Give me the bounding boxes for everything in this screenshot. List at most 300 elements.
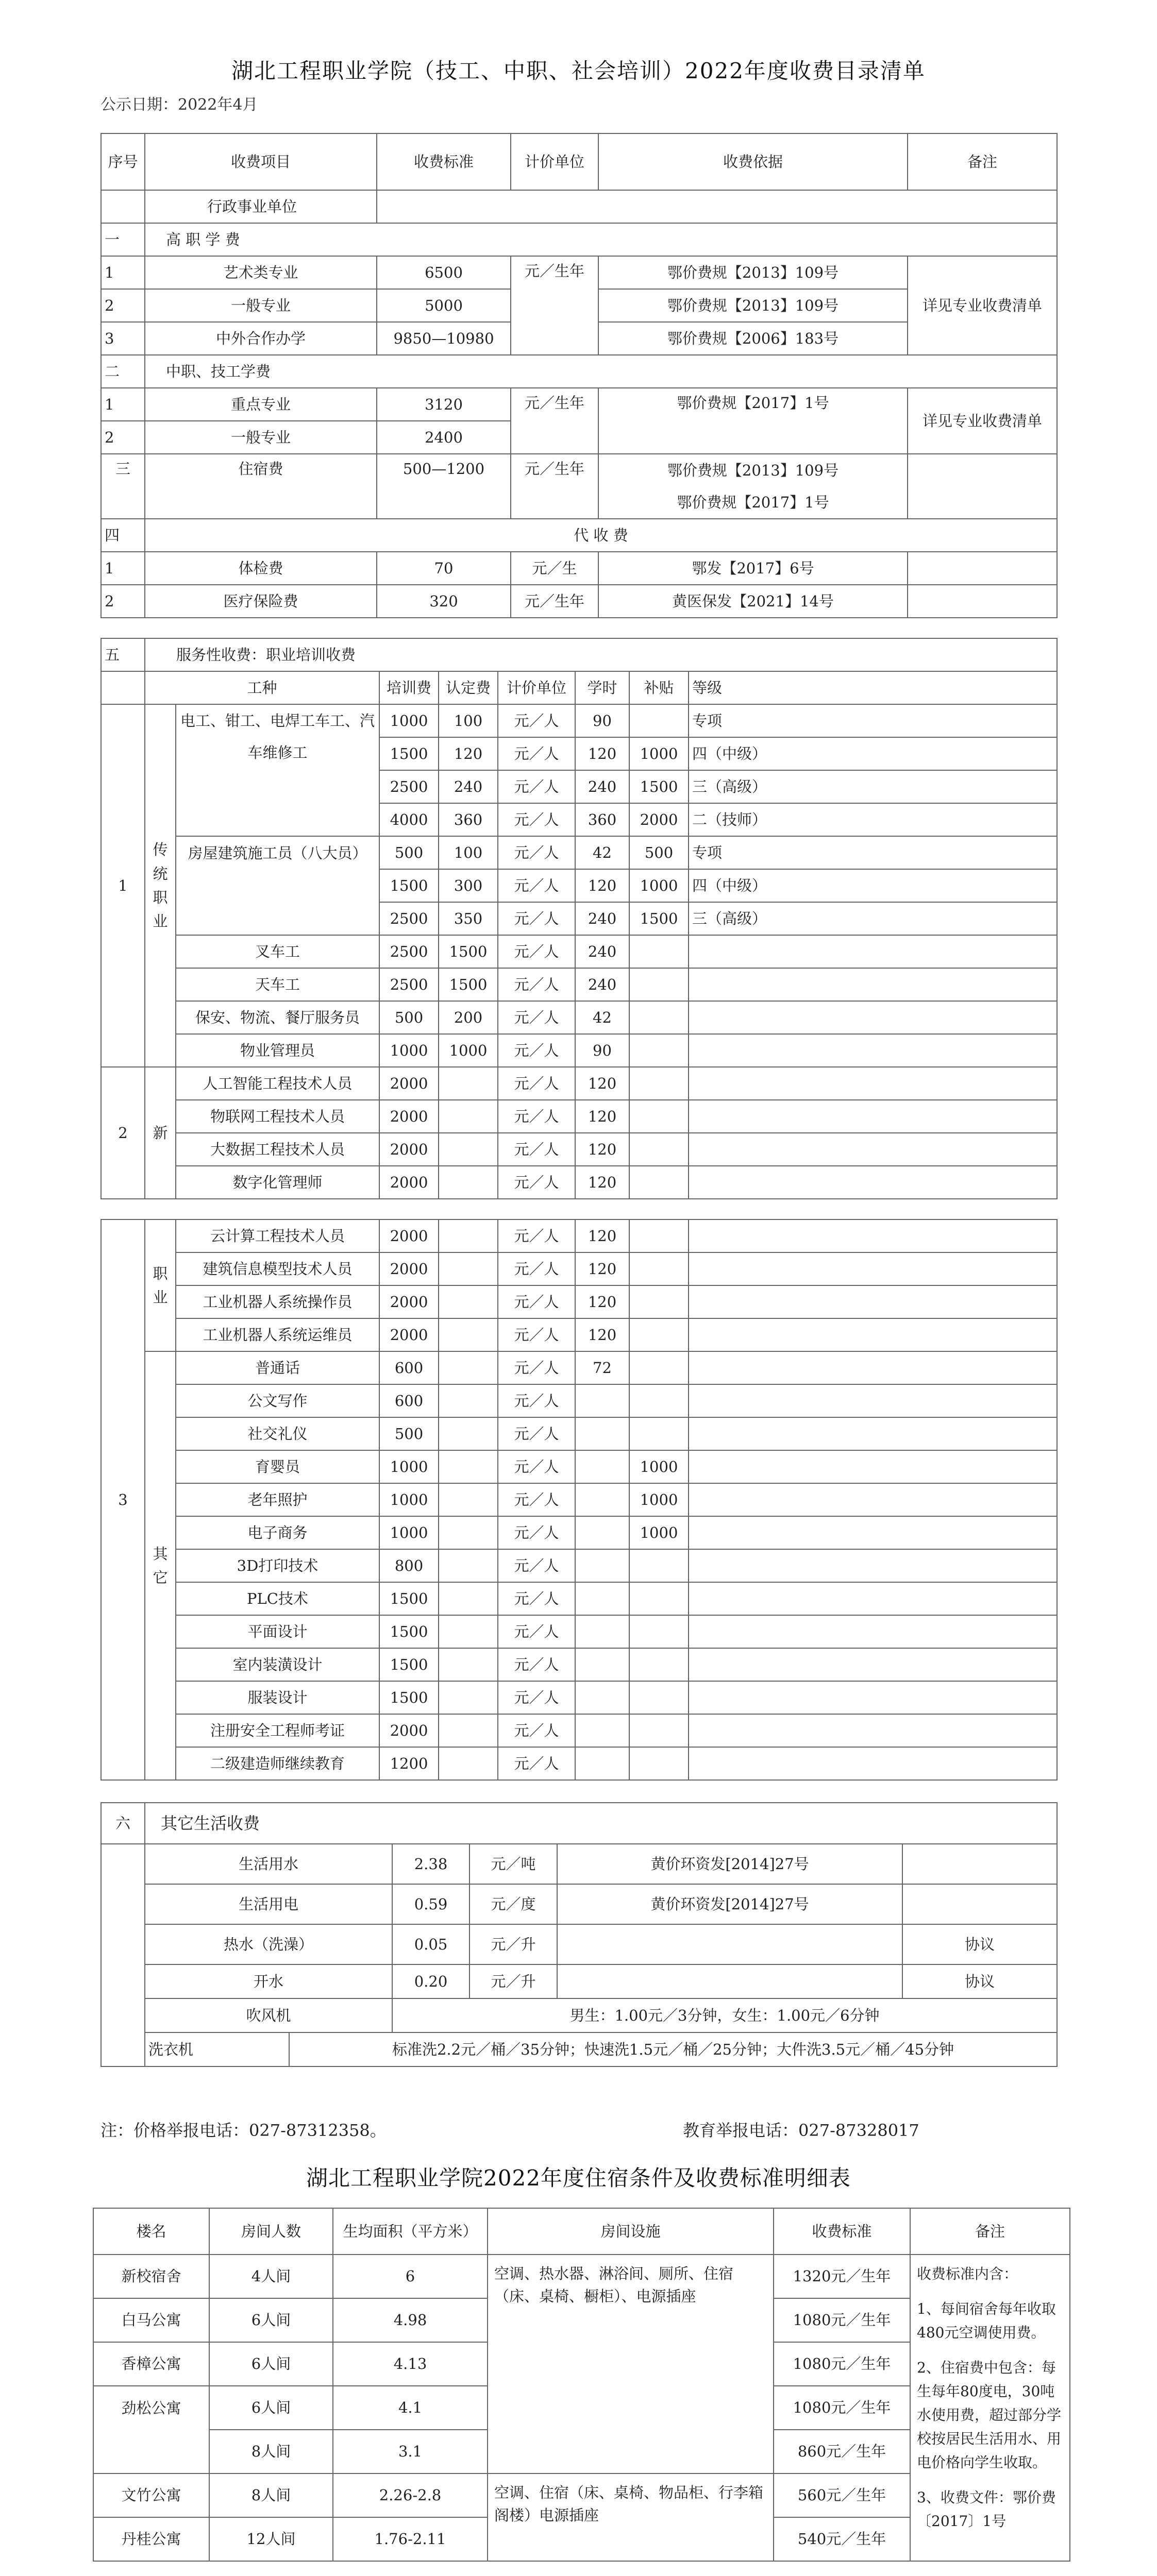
empty-cell <box>439 1582 498 1615</box>
empty-cell <box>101 671 145 704</box>
job-type: 工业机器人系统运维员 <box>176 1318 379 1351</box>
table-row <box>101 1285 1057 1318</box>
section-row <box>101 355 1057 388</box>
empty-cell <box>689 1582 1057 1615</box>
hours: 120 <box>575 737 629 770</box>
fee-basis: 鄂价费规【2013】109号 <box>598 289 908 322</box>
pricing-unit: 元／人 <box>498 1285 575 1318</box>
cert-fee: 350 <box>439 902 498 935</box>
subsidy <box>629 704 689 737</box>
pricing-unit: 元／生年 <box>511 256 598 355</box>
table-row <box>101 1384 1057 1417</box>
empty-cell <box>689 1450 1057 1483</box>
fee-item: 体检费 <box>145 552 377 585</box>
empty-cell <box>629 1318 689 1351</box>
cert-fee: 240 <box>439 770 498 803</box>
level: 四（中级） <box>689 869 1057 902</box>
level: 专项 <box>689 836 1057 869</box>
subsidy <box>629 1747 689 1780</box>
job-type: 物联网工程技术人员 <box>176 1100 379 1133</box>
job-type: 平面设计 <box>176 1615 379 1648</box>
hours <box>575 1648 629 1681</box>
cert-fee: 100 <box>439 704 498 737</box>
room-facilities: 空调、住宿（床、桌椅、物品柜、行李箱阁楼）电源插座 <box>488 2473 774 2561</box>
pricing-unit: 元／人 <box>498 1648 575 1681</box>
job-type: 注册安全工程师考证 <box>176 1714 379 1747</box>
pricing-unit: 元／人 <box>498 1034 575 1067</box>
training-fee: 1500 <box>379 869 439 902</box>
job-type: 建筑信息模型技术人员 <box>176 1252 379 1285</box>
training-fee: 2000 <box>379 1067 439 1100</box>
empty-cell <box>629 1034 689 1067</box>
fee-item: 住宿费 <box>145 454 377 519</box>
room-capacity: 12人间 <box>209 2517 333 2561</box>
training-fee: 4000 <box>379 803 439 836</box>
header-cell: 补贴 <box>629 671 689 704</box>
level: 专项 <box>689 704 1057 737</box>
building-name: 丹桂公寓 <box>93 2517 209 2561</box>
empty-cell <box>689 1417 1057 1450</box>
price-hotline: 注：价格举报电话：027-87312358。 <box>100 2121 387 2140</box>
row-number: 1 <box>101 552 145 585</box>
empty-cell <box>439 1219 498 1252</box>
hours: 120 <box>575 1285 629 1318</box>
row-number: 2 <box>101 585 145 618</box>
empty-cell <box>439 1384 498 1417</box>
room-capacity: 6人间 <box>209 2386 333 2430</box>
empty-cell <box>908 585 1057 618</box>
subsidy <box>629 1351 689 1384</box>
table-break <box>101 1199 1057 1219</box>
training-fee: 2500 <box>379 902 439 935</box>
empty-cell <box>629 935 689 968</box>
job-type: 老年照护 <box>176 1483 379 1516</box>
dorm-fee: 1080元／生年 <box>774 2342 910 2386</box>
training-fee: 1500 <box>379 1648 439 1681</box>
fee-item: 重点专业 <box>145 388 377 421</box>
header-cell: 备注 <box>908 133 1057 190</box>
pricing-unit: 元／人 <box>498 1318 575 1351</box>
job-type: 室内装潢设计 <box>176 1648 379 1681</box>
fee-basis: 鄂价费规【2013】109号 <box>598 256 908 289</box>
subsidy: 1500 <box>629 770 689 803</box>
room-facilities: 空调、热水器、淋浴间、厕所、住宿（床、桌椅、橱柜）、电源插座 <box>488 2255 774 2473</box>
job-type: 人工智能工程技术人员 <box>176 1067 379 1100</box>
building-name: 白马公寓 <box>93 2298 209 2342</box>
table-header-row <box>101 671 1057 704</box>
section-title: 服务性收费：职业培训收费 <box>145 638 1057 671</box>
pricing-unit: 元／人 <box>498 1166 575 1199</box>
empty-cell <box>629 1001 689 1034</box>
training-fee: 2000 <box>379 1133 439 1166</box>
hours <box>575 1615 629 1648</box>
remark: 协议 <box>902 1924 1057 1964</box>
job-type: 服装设计 <box>176 1681 379 1714</box>
table-row <box>101 1100 1057 1133</box>
table-row <box>101 1615 1057 1648</box>
room-capacity: 8人间 <box>209 2473 333 2517</box>
category-label: 其它 <box>145 1351 176 1780</box>
hours <box>575 1516 629 1549</box>
table-row <box>101 1067 1057 1100</box>
empty-cell <box>439 1166 498 1199</box>
empty-cell <box>439 1417 498 1450</box>
pricing-unit: 元／人 <box>498 1252 575 1285</box>
empty-cell <box>629 1252 689 1285</box>
training-fee: 2500 <box>379 968 439 1001</box>
fee-standard: 9850—10980 <box>377 322 511 355</box>
header-cell: 收费依据 <box>598 133 908 190</box>
hours: 120 <box>575 869 629 902</box>
level: 三（高级） <box>689 770 1057 803</box>
header-cell: 生均面积（平方米） <box>333 2208 488 2255</box>
hours: 240 <box>575 968 629 1001</box>
subsidy <box>629 1417 689 1450</box>
header-cell: 培训费 <box>379 671 439 704</box>
hours: 120 <box>575 1318 629 1351</box>
area-per-student: 6 <box>333 2255 488 2298</box>
pricing-unit: 元／人 <box>498 836 575 869</box>
job-type: 电工、钳工、电焊工车工、汽车维修工 <box>176 704 379 836</box>
fee-basis: 鄂价费规【2006】183号 <box>598 322 908 355</box>
section-row <box>101 223 1057 256</box>
empty-cell <box>439 1615 498 1648</box>
header-cell: 学时 <box>575 671 629 704</box>
training-fee: 1000 <box>379 1450 439 1483</box>
empty-cell <box>689 1681 1057 1714</box>
pricing-unit: 元／生 <box>511 552 598 585</box>
empty-cell <box>439 1067 498 1100</box>
remark-line: 1、每间宿舍每年收取480元空调使用费。 <box>917 2300 1056 2341</box>
training-fee: 2000 <box>379 1100 439 1133</box>
pricing-unit: 元／人 <box>498 1417 575 1450</box>
training-fee: 1000 <box>379 1034 439 1067</box>
dorm-fee-table <box>93 2208 1070 2562</box>
hours: 72 <box>575 1351 629 1384</box>
table-row <box>93 2255 1070 2298</box>
pricing-unit: 元／人 <box>498 1384 575 1417</box>
table-row <box>101 388 1057 421</box>
training-fee: 2000 <box>379 1166 439 1199</box>
pricing-unit: 元／人 <box>498 1067 575 1100</box>
subsidy <box>629 1582 689 1615</box>
training-fee-table <box>100 638 1058 1781</box>
table-row <box>101 1219 1057 1252</box>
cert-fee: 200 <box>439 1001 498 1034</box>
section-number: 六 <box>101 1803 145 1844</box>
section-title: 其它生活收费 <box>145 1803 1057 1844</box>
remark: 详见专业收费清单 <box>908 256 1057 355</box>
fee-standard: 320 <box>377 585 511 618</box>
empty-cell <box>377 190 1057 223</box>
empty-cell <box>101 190 145 223</box>
row-number: 1 <box>101 256 145 289</box>
subsidy <box>629 1681 689 1714</box>
empty-cell <box>439 1450 498 1483</box>
empty-cell <box>439 1747 498 1780</box>
fee-item: 中外合作办学 <box>145 322 377 355</box>
section-title: 高 职 学 费 <box>145 223 1057 256</box>
table-row <box>101 1998 1057 2032</box>
pricing-unit: 元／生年 <box>511 454 598 519</box>
empty-cell <box>439 1133 498 1166</box>
fee-basis: 黄价环资发[2014]27号 <box>557 1884 902 1924</box>
empty-cell <box>629 968 689 1001</box>
training-fee: 500 <box>379 1417 439 1450</box>
empty-cell <box>689 1549 1057 1582</box>
area-per-student: 2.26-2.8 <box>333 2473 488 2517</box>
subsidy <box>629 1615 689 1648</box>
empty-cell <box>689 1001 1057 1034</box>
dorm-remark <box>910 2255 1070 2561</box>
group-number: 1 <box>101 704 145 1067</box>
pricing-unit: 元／人 <box>498 1483 575 1516</box>
area-per-student: 3.1 <box>333 2430 488 2473</box>
pricing-unit: 元／人 <box>498 737 575 770</box>
training-fee: 2000 <box>379 1318 439 1351</box>
hours: 240 <box>575 770 629 803</box>
hours <box>575 1714 629 1747</box>
subsidy: 500 <box>629 836 689 869</box>
empty-cell <box>689 1384 1057 1417</box>
hours <box>575 1450 629 1483</box>
table-row <box>101 2032 1057 2066</box>
pricing-unit: 元／人 <box>498 1714 575 1747</box>
training-fee: 600 <box>379 1384 439 1417</box>
fee-standard: 2400 <box>377 421 511 454</box>
fee-basis <box>557 1964 902 1998</box>
empty-cell <box>439 1516 498 1549</box>
job-type: 电子商务 <box>176 1516 379 1549</box>
row-number: 2 <box>101 421 145 454</box>
training-fee: 1500 <box>379 1582 439 1615</box>
empty-cell <box>689 1166 1057 1199</box>
table-row <box>101 1133 1057 1166</box>
header-cell: 计价单位 <box>511 133 598 190</box>
table-row <box>101 190 1057 223</box>
remark-line: 2、住宿费中包含：每生每年80度电，30吨水使用费，超过部分学校按居民生活用水、用电价格向学生收取。 <box>917 2359 1062 2471</box>
fee-item: 生活用水 <box>145 1844 392 1884</box>
section-number: 五 <box>101 638 145 671</box>
remark <box>902 1884 1057 1924</box>
training-fee: 2000 <box>379 1285 439 1318</box>
empty-cell <box>629 1219 689 1252</box>
training-fee: 800 <box>379 1549 439 1582</box>
hours: 90 <box>575 1034 629 1067</box>
section-number: 二 <box>101 355 145 388</box>
training-fee: 1500 <box>379 1681 439 1714</box>
pricing-unit: 元／人 <box>498 1219 575 1252</box>
cert-fee: 360 <box>439 803 498 836</box>
training-fee: 1500 <box>379 1615 439 1648</box>
hours <box>575 1483 629 1516</box>
pricing-unit: 元／度 <box>469 1884 557 1924</box>
education-hotline: 教育举报电话：027-87328017 <box>683 2121 919 2140</box>
empty-cell <box>439 1252 498 1285</box>
empty-cell <box>689 1133 1057 1166</box>
subsidy: 2000 <box>629 803 689 836</box>
empty-cell <box>689 968 1057 1001</box>
subsidy: 1000 <box>629 1483 689 1516</box>
level: 三（高级） <box>689 902 1057 935</box>
table-row <box>101 1549 1057 1582</box>
fee-basis-line: 鄂价费规【2013】109号 <box>667 462 839 479</box>
job-type: 天车工 <box>176 968 379 1001</box>
fee-basis <box>598 454 908 519</box>
training-fee: 1000 <box>379 1483 439 1516</box>
table-row <box>101 552 1057 585</box>
remark-line: 3、收费文件：鄂价费〔2017〕1号 <box>917 2489 1056 2530</box>
training-fee: 2000 <box>379 1219 439 1252</box>
header-cell: 认定费 <box>439 671 498 704</box>
fee-basis-line: 鄂价费规【2017】1号 <box>677 494 829 511</box>
empty-cell <box>439 1351 498 1384</box>
empty-cell <box>689 1483 1057 1516</box>
hours: 120 <box>575 1219 629 1252</box>
cert-fee: 100 <box>439 836 498 869</box>
dorm-fee: 1080元／生年 <box>774 2386 910 2430</box>
fee-item: 开水 <box>145 1964 392 1998</box>
empty-cell <box>689 1067 1057 1100</box>
area-per-student: 4.13 <box>333 2342 488 2386</box>
remark: 协议 <box>902 1964 1057 1998</box>
fee-item: 热水（洗澡） <box>145 1924 392 1964</box>
empty-cell <box>439 1549 498 1582</box>
fee-standard: 0.20 <box>392 1964 469 1998</box>
fee-basis: 黄价环资发[2014]27号 <box>557 1844 902 1884</box>
hours: 120 <box>575 1100 629 1133</box>
section-row <box>101 1803 1057 1844</box>
pricing-unit: 元／人 <box>498 770 575 803</box>
empty-cell <box>689 1615 1057 1648</box>
job-type: 物业管理员 <box>176 1034 379 1067</box>
remark: 详见专业收费清单 <box>908 388 1057 454</box>
group-number: 2 <box>101 1067 145 1199</box>
hours <box>575 1549 629 1582</box>
remark <box>902 1844 1057 1884</box>
table-header-row <box>93 2208 1070 2255</box>
publish-date: 公示日期：2022年4月 <box>100 96 258 114</box>
empty-cell <box>439 1318 498 1351</box>
hours <box>575 1681 629 1714</box>
subsidy: 1000 <box>629 737 689 770</box>
pricing-unit: 元／升 <box>469 1964 557 1998</box>
header-cell: 收费标准 <box>774 2208 910 2255</box>
training-fee: 600 <box>379 1351 439 1384</box>
building-name: 文竹公寓 <box>93 2473 209 2517</box>
empty-cell <box>689 1318 1057 1351</box>
level: 四（中级） <box>689 737 1057 770</box>
hours: 120 <box>575 1252 629 1285</box>
cert-fee: 1000 <box>439 1034 498 1067</box>
job-type: PLC技术 <box>176 1582 379 1615</box>
area-per-student: 4.98 <box>333 2298 488 2342</box>
header-cell: 房间人数 <box>209 2208 333 2255</box>
hours <box>575 1747 629 1780</box>
pricing-unit: 元／人 <box>498 1549 575 1582</box>
empty-cell <box>629 1100 689 1133</box>
fee-standard: 500—1200 <box>377 454 511 519</box>
room-capacity: 6人间 <box>209 2298 333 2342</box>
training-fee: 2000 <box>379 1252 439 1285</box>
header-cell: 等级 <box>689 671 1057 704</box>
empty-cell <box>439 1714 498 1747</box>
table-row <box>101 1252 1057 1285</box>
living-fee-table <box>100 1802 1058 2067</box>
pricing-unit: 元／人 <box>498 1582 575 1615</box>
group-number: 3 <box>101 1219 145 1780</box>
pricing-unit: 元／人 <box>498 1516 575 1549</box>
pricing-unit: 元／人 <box>498 902 575 935</box>
table-row <box>101 1681 1057 1714</box>
subsidy: 1000 <box>629 1516 689 1549</box>
pricing-unit: 元／人 <box>498 704 575 737</box>
training-fee: 1000 <box>379 1516 439 1549</box>
training-fee: 1200 <box>379 1747 439 1780</box>
dorm-table-title: 湖北工程职业学院2022年度住宿条件及收费标准明细表 <box>306 2165 851 2191</box>
training-fee: 2000 <box>379 1714 439 1747</box>
room-capacity: 4人间 <box>209 2255 333 2298</box>
hours <box>575 1384 629 1417</box>
empty-cell <box>439 1681 498 1714</box>
empty-cell <box>689 1351 1057 1384</box>
header-cell: 备注 <box>910 2208 1070 2255</box>
fee-item: 一般专业 <box>145 289 377 322</box>
empty-cell <box>689 1747 1057 1780</box>
header-cell: 收费标准 <box>377 133 511 190</box>
table-row <box>101 256 1057 289</box>
job-type: 育婴员 <box>176 1450 379 1483</box>
pricing-unit: 元／人 <box>498 1450 575 1483</box>
table-row <box>101 1844 1057 1884</box>
empty-cell <box>439 1285 498 1318</box>
table-row <box>101 1648 1057 1681</box>
fee-item: 生活用电 <box>145 1884 392 1924</box>
header-cell: 序号 <box>101 133 145 190</box>
section-title: 代 收 费 <box>145 519 1057 552</box>
table-row <box>101 935 1057 968</box>
header-cell: 工种 <box>145 671 379 704</box>
table-row <box>101 1417 1057 1450</box>
table-row <box>101 1351 1057 1384</box>
cert-fee: 1500 <box>439 968 498 1001</box>
fee-basis: 鄂价费规【2017】1号 <box>598 388 908 454</box>
job-type: 社交礼仪 <box>176 1417 379 1450</box>
empty-cell <box>439 1648 498 1681</box>
hours: 240 <box>575 902 629 935</box>
document-title: 湖北工程职业学院（技工、中职、社会培训）2022年度收费目录清单 <box>231 58 926 83</box>
section-row <box>101 519 1057 552</box>
job-type: 云计算工程技术人员 <box>176 1219 379 1252</box>
pricing-unit: 元／吨 <box>469 1844 557 1884</box>
section-number: 三 <box>101 454 145 519</box>
building-name: 香樟公寓 <box>93 2342 209 2386</box>
training-fee: 1000 <box>379 704 439 737</box>
spacer <box>101 1199 1057 1219</box>
empty-cell <box>439 1100 498 1133</box>
area-per-student: 1.76-2.11 <box>333 2517 488 2561</box>
table-row <box>101 1483 1057 1516</box>
empty-cell <box>689 1285 1057 1318</box>
level: 二（技师） <box>689 803 1057 836</box>
room-capacity: 8人间 <box>209 2430 333 2473</box>
fee-item: 一般专业 <box>145 421 377 454</box>
hours: 120 <box>575 1133 629 1166</box>
hours: 42 <box>575 836 629 869</box>
pricing-unit: 元／人 <box>498 1615 575 1648</box>
job-type: 大数据工程技术人员 <box>176 1133 379 1166</box>
empty-cell <box>908 552 1057 585</box>
